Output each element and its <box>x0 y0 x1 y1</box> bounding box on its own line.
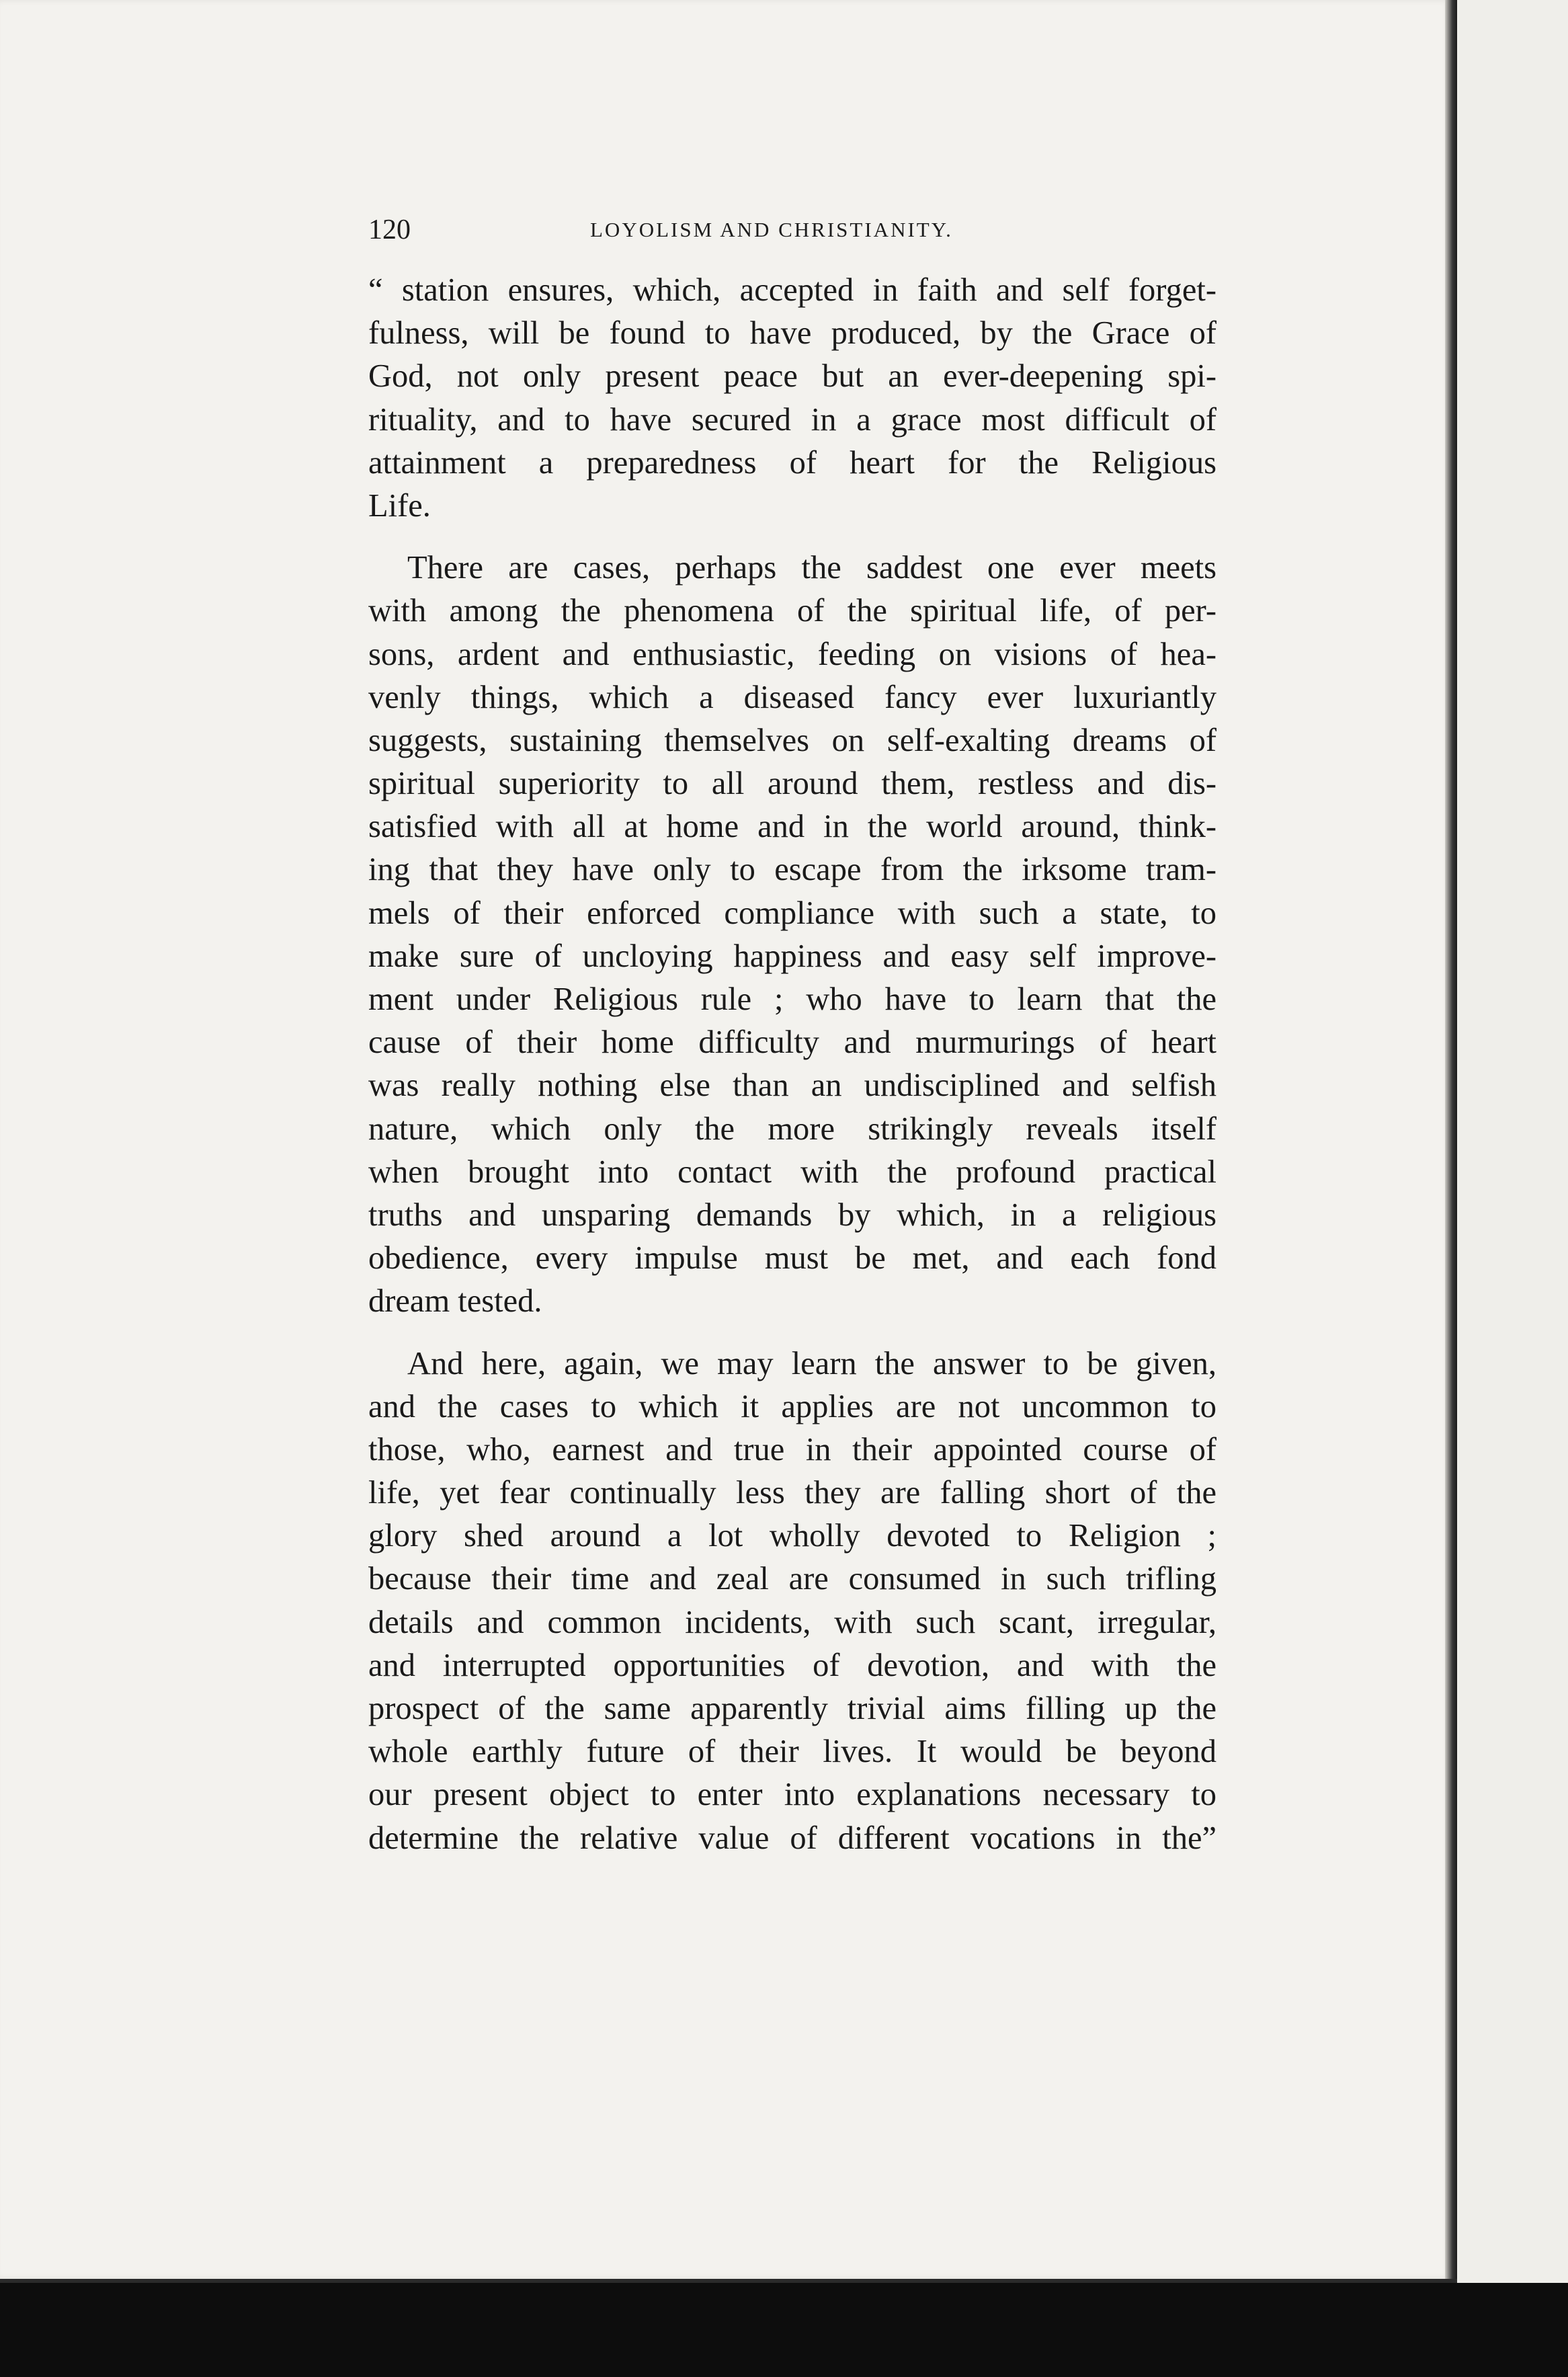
text-line: determine the relative value of different vocations in the” <box>368 1820 1216 1856</box>
text-line: Life. <box>368 487 431 524</box>
text-line: whole earthly future of their lives. It would be beyond <box>368 1734 1216 1770</box>
text-line: glory shed around a lot wholly devoted to Religion ; <box>368 1518 1216 1554</box>
paragraph-1 <box>368 269 1216 528</box>
text-line: suggests, sustaining themselves on self-exalting dreams of <box>368 722 1216 758</box>
text-line: with among the phenomena of the spiritual life, of per- <box>368 593 1216 629</box>
paragraph-gap <box>368 528 1216 547</box>
text-line: because their time and zeal are consumed in such trifling <box>368 1561 1216 1597</box>
text-line: and interrupted opportunities of devotion, and with the <box>368 1647 1216 1683</box>
text-line: when brought into contact with the profound practical <box>368 1154 1216 1190</box>
text-line: those, who, earnest and true in their appointed course of <box>368 1431 1216 1467</box>
text-line: sons, ardent and enthusiastic, feeding on visions of hea- <box>368 636 1216 672</box>
page-edge <box>1445 0 1457 2279</box>
text-line: “ station ensures, which, accepted in faith and self forget- <box>368 272 1216 308</box>
text-line: rituality, and to have secured in a grace most difficult of <box>368 401 1216 438</box>
page-number: 120 <box>368 214 411 245</box>
text-line: truths and unsparing demands by which, in a religious <box>368 1197 1216 1233</box>
text-line: attainment a preparedness of heart for the Religious <box>368 444 1216 481</box>
text-line: cause of their home difficulty and murmurings of heart <box>368 1024 1216 1061</box>
text-line: venly things, which a diseased fancy ever luxuriantly <box>368 679 1216 715</box>
facing-page-margin <box>1457 0 1568 2283</box>
text-line: There are cases, perhaps the saddest one ever meets <box>407 550 1216 586</box>
scanner-bottom-band <box>0 2283 1568 2377</box>
text-line: life, yet fear continually less they are falling short of the <box>368 1475 1216 1511</box>
text-line: dream tested. <box>368 1283 542 1320</box>
text-line: make sure of uncloying happiness and easy self improve- <box>368 938 1216 974</box>
text-line: satisfied with all at home and in the world around, think- <box>368 809 1216 845</box>
running-head: LOYOLISM AND CHRISTIANITY. <box>590 218 953 241</box>
body-text <box>368 269 1216 1860</box>
text-line: prospect of the same apparently trivial aims filling up the <box>368 1691 1216 1726</box>
text-line: ment under Religious rule ; who have to learn that the <box>368 981 1216 1017</box>
paragraph-2 <box>368 547 1216 1323</box>
text-line: God, not only present peace but an ever-deepening spi- <box>368 358 1216 395</box>
page-header <box>368 214 1215 254</box>
paragraph-gap <box>368 1324 1216 1342</box>
text-line: our present object to enter into explanations necessary to <box>368 1777 1216 1813</box>
text-line: And here, again, we may learn the answer to be given, <box>407 1345 1216 1381</box>
text-line: ing that they have only to escape from the irksome tram- <box>368 852 1216 888</box>
text-line: was really nothing else than an undisciplined and selfish <box>368 1067 1216 1104</box>
text-line: obedience, every impulse must be met, and each fond <box>368 1240 1216 1277</box>
text-line: nature, which only the more strikingly reveals itself <box>368 1111 1216 1147</box>
text-line: details and common incidents, with such scant, irregular, <box>368 1604 1216 1640</box>
text-line: and the cases to which it applies are not uncommon to <box>368 1388 1216 1424</box>
text-line: mels of their enforced compliance with such a state, to <box>368 895 1216 931</box>
text-line: fulness, will be found to have produced, by the Grace of <box>368 315 1216 352</box>
paragraph-3 <box>368 1342 1216 1860</box>
text-line: spiritual superiority to all around them, restless and dis- <box>368 766 1216 802</box>
